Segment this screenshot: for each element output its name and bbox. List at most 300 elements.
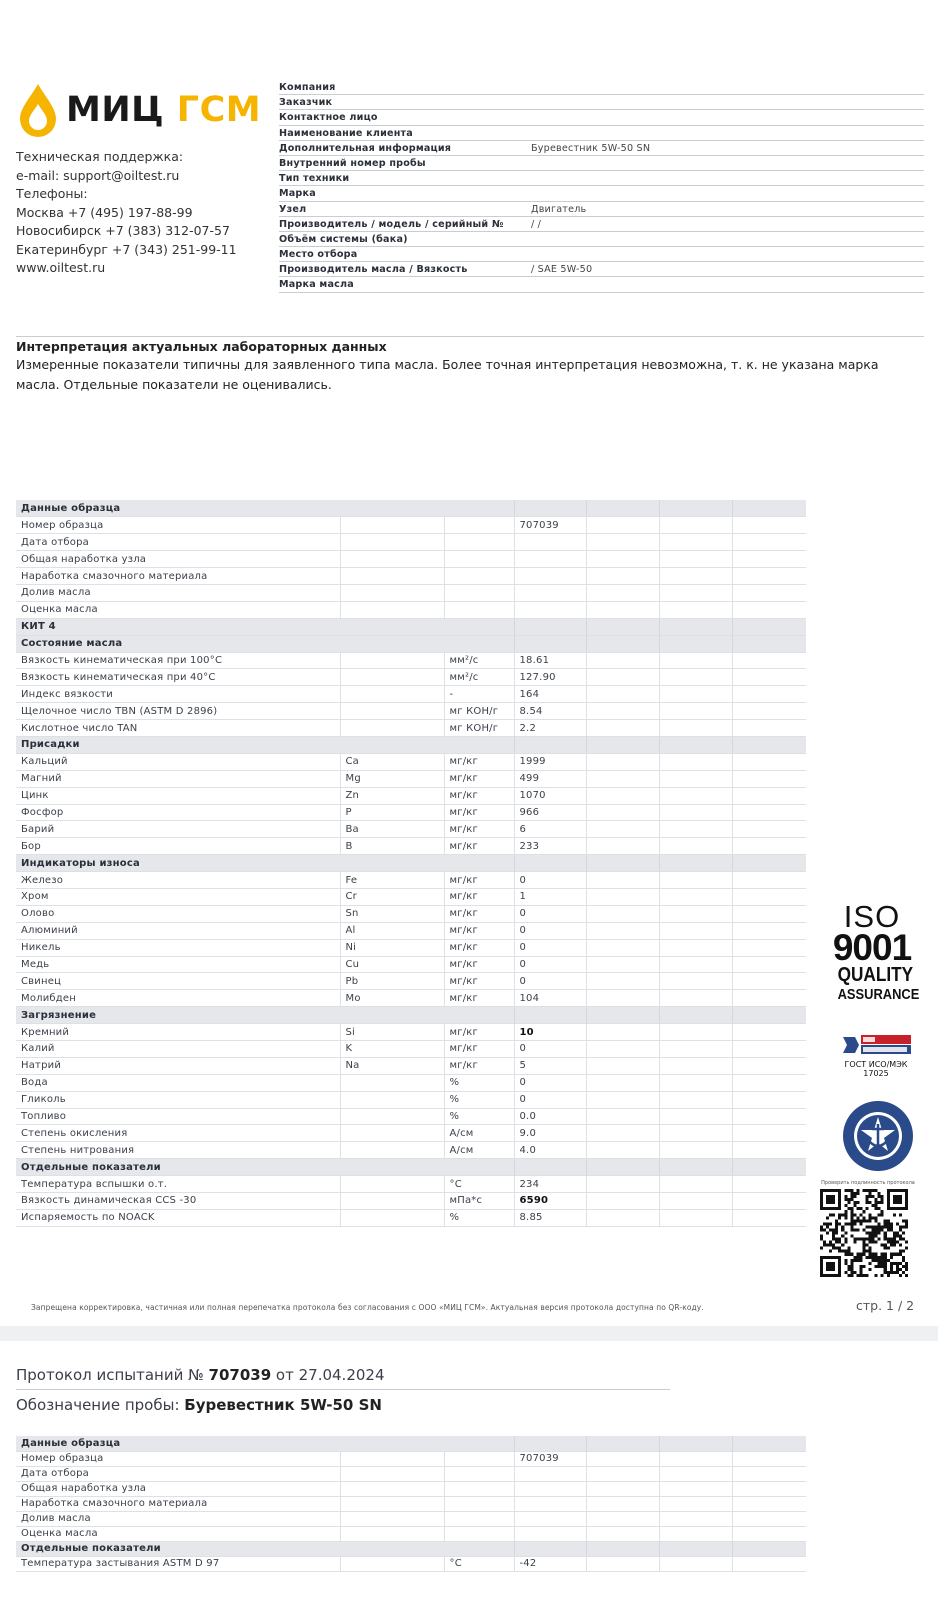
section-cell xyxy=(514,1007,586,1024)
contact-email[interactable]: e-mail: support@oiltest.ru xyxy=(16,167,180,183)
sample-prefix: Обозначение пробы: xyxy=(16,1396,180,1414)
unit: мг/кг xyxy=(444,956,514,973)
sample-info-table xyxy=(279,80,924,293)
element-symbol xyxy=(340,1091,444,1108)
table-row xyxy=(16,922,806,939)
unit xyxy=(444,1511,514,1526)
element-symbol: Ba xyxy=(340,821,444,838)
element-symbol xyxy=(340,1125,444,1142)
section-cell xyxy=(340,1159,444,1176)
section-cell xyxy=(659,736,732,753)
info-row xyxy=(279,171,924,186)
oil-drop-icon xyxy=(16,82,60,138)
measured-value: 18.61 xyxy=(514,652,586,669)
logo-text-mic: МИЦ xyxy=(66,90,165,130)
empty-cell xyxy=(586,1024,659,1041)
empty-cell xyxy=(586,821,659,838)
element-symbol: Mo xyxy=(340,990,444,1007)
empty-cell xyxy=(732,551,806,568)
section-header-row xyxy=(16,1007,806,1024)
table-row xyxy=(16,1057,806,1074)
section-cell xyxy=(659,500,732,517)
parameter-name: Вода xyxy=(16,1074,340,1091)
results-table xyxy=(16,500,806,1227)
empty-cell xyxy=(659,1057,732,1074)
empty-cell xyxy=(659,939,732,956)
element-symbol: Pb xyxy=(340,973,444,990)
section-cell xyxy=(586,500,659,517)
empty-cell xyxy=(659,652,732,669)
element-symbol xyxy=(340,1142,444,1159)
section-title: Отдельные показатели xyxy=(16,1541,340,1556)
measured-value: 0 xyxy=(514,905,586,922)
unit xyxy=(444,1466,514,1481)
unit: A/см xyxy=(444,1125,514,1142)
parameter-name: Фосфор xyxy=(16,804,340,821)
element-symbol xyxy=(340,1108,444,1125)
empty-cell xyxy=(586,1125,659,1142)
parameter-name: Вязкость кинематическая при 40°С xyxy=(16,669,340,686)
empty-cell xyxy=(659,1496,732,1511)
measured-value: 0 xyxy=(514,1041,586,1058)
parameter-name: Оценка масла xyxy=(16,1526,340,1541)
empty-cell xyxy=(732,584,806,601)
empty-cell xyxy=(732,1125,806,1142)
empty-cell xyxy=(659,1511,732,1526)
empty-cell xyxy=(659,703,732,720)
protocol-title xyxy=(16,1366,385,1384)
footer-disclaimer: Запрещена корректировка, частичная или полная перепечатка протокола без согласования с ООО «МИЦ ГСМ». Актуальная версия протокола доступна по QR-коду. xyxy=(31,1303,704,1312)
table-row xyxy=(16,1466,806,1481)
empty-cell xyxy=(586,990,659,1007)
empty-cell xyxy=(586,956,659,973)
parameter-name: Наработка смазочного материала xyxy=(16,568,340,585)
section-cell xyxy=(659,635,732,652)
section-cell xyxy=(444,1436,514,1451)
parameter-name: Щелочное число TBN (ASTM D 2896) xyxy=(16,703,340,720)
section-cell xyxy=(514,1436,586,1451)
info-label: Тип техники xyxy=(279,173,350,185)
unit: % xyxy=(444,1108,514,1125)
info-value: / SAE 5W-50 xyxy=(531,264,593,276)
empty-cell xyxy=(659,1091,732,1108)
empty-cell xyxy=(586,1108,659,1125)
sample-designation xyxy=(16,1396,382,1414)
empty-cell xyxy=(732,956,806,973)
table-row xyxy=(16,821,806,838)
info-row xyxy=(279,80,924,95)
unit: мг/кг xyxy=(444,888,514,905)
empty-cell xyxy=(659,1142,732,1159)
unit: мм²/с xyxy=(444,669,514,686)
section-cell xyxy=(340,736,444,753)
unit: мг/кг xyxy=(444,838,514,855)
empty-cell xyxy=(659,990,732,1007)
contact-phone-yekaterinburg: Екатеринбург +7 (343) 251-99-11 xyxy=(16,241,237,257)
empty-cell xyxy=(659,956,732,973)
empty-cell xyxy=(586,1526,659,1541)
table-row xyxy=(16,584,806,601)
empty-cell xyxy=(659,720,732,737)
section-cell xyxy=(340,855,444,872)
element-symbol xyxy=(340,551,444,568)
section-title: Отдельные показатели xyxy=(16,1159,340,1176)
empty-cell xyxy=(586,1511,659,1526)
element-symbol xyxy=(340,652,444,669)
empty-cell xyxy=(732,1142,806,1159)
empty-cell xyxy=(659,821,732,838)
section-cell xyxy=(732,1541,806,1556)
empty-cell xyxy=(586,905,659,922)
table-row xyxy=(16,973,806,990)
rosexpertiza-logo-icon xyxy=(839,1034,913,1056)
section-title: КИТ 4 xyxy=(16,618,340,635)
measured-value: 2.2 xyxy=(514,720,586,737)
parameter-name: Кальций xyxy=(16,753,340,770)
element-symbol xyxy=(340,1466,444,1481)
parameter-name: Оценка масла xyxy=(16,601,340,618)
section-cell xyxy=(444,855,514,872)
measured-value xyxy=(514,1526,586,1541)
empty-cell xyxy=(659,1451,732,1466)
measured-value: -42 xyxy=(514,1556,586,1571)
element-symbol: Fe xyxy=(340,872,444,889)
unit: мг/кг xyxy=(444,1057,514,1074)
section-cell xyxy=(659,1007,732,1024)
anchor-seal-icon xyxy=(842,1100,914,1172)
info-row xyxy=(279,110,924,125)
measured-value: 966 xyxy=(514,804,586,821)
measured-value xyxy=(514,601,586,618)
table-row xyxy=(16,1451,806,1466)
measured-value xyxy=(514,1481,586,1496)
info-label: Заказчик xyxy=(279,97,333,109)
table-row xyxy=(16,1209,806,1226)
element-symbol xyxy=(340,1526,444,1541)
table-row xyxy=(16,990,806,1007)
empty-cell xyxy=(732,1176,806,1193)
element-symbol xyxy=(340,584,444,601)
element-symbol: B xyxy=(340,838,444,855)
measured-value: 707039 xyxy=(514,1451,586,1466)
section-header-row xyxy=(16,500,806,517)
parameter-name: Олово xyxy=(16,905,340,922)
logo-text-gsm: ГСМ xyxy=(176,90,262,130)
table-row xyxy=(16,1091,806,1108)
qr-code-icon[interactable] xyxy=(820,1189,908,1277)
table-row xyxy=(16,568,806,585)
empty-cell xyxy=(586,973,659,990)
section-cell xyxy=(586,1159,659,1176)
measured-value xyxy=(514,1496,586,1511)
empty-cell xyxy=(659,905,732,922)
unit: мПа*с xyxy=(444,1193,514,1210)
info-label: Компания xyxy=(279,82,336,93)
empty-cell xyxy=(586,551,659,568)
section-cell xyxy=(732,500,806,517)
section-header-row xyxy=(16,1541,806,1556)
measured-value: 5 xyxy=(514,1057,586,1074)
empty-cell xyxy=(659,1209,732,1226)
unit: °С xyxy=(444,1556,514,1571)
section-title: Данные образца xyxy=(16,1436,340,1451)
element-symbol: P xyxy=(340,804,444,821)
table-row xyxy=(16,770,806,787)
section-cell xyxy=(659,855,732,872)
measured-value xyxy=(514,1511,586,1526)
contact-website-link[interactable]: www.oiltest.ru xyxy=(16,260,106,275)
parameter-name: Свинец xyxy=(16,973,340,990)
empty-cell xyxy=(732,703,806,720)
section-cell xyxy=(444,618,514,635)
section-cell xyxy=(444,635,514,652)
section-cell xyxy=(514,1541,586,1556)
empty-cell xyxy=(586,703,659,720)
table-row xyxy=(16,787,806,804)
table-row xyxy=(16,534,806,551)
table-row xyxy=(16,1125,806,1142)
empty-cell xyxy=(659,1526,732,1541)
measured-value: 0 xyxy=(514,956,586,973)
empty-cell xyxy=(732,1108,806,1125)
measured-value: 164 xyxy=(514,686,586,703)
measured-value: 233 xyxy=(514,838,586,855)
empty-cell xyxy=(732,1193,806,1210)
unit xyxy=(444,584,514,601)
section-title: Состояние масла xyxy=(16,635,340,652)
empty-cell xyxy=(586,939,659,956)
element-symbol xyxy=(340,1511,444,1526)
parameter-name: Железо xyxy=(16,872,340,889)
parameter-name: Топливо xyxy=(16,1108,340,1125)
parameter-name: Степень нитрования xyxy=(16,1142,340,1159)
info-label: Марка масла xyxy=(279,279,354,291)
measured-value: 6590 xyxy=(514,1193,586,1210)
parameter-name: Никель xyxy=(16,939,340,956)
section-cell xyxy=(340,1436,444,1451)
unit: мг/кг xyxy=(444,922,514,939)
rosexpertiza-caption: ГОСТ ИСО/МЭК 17025 xyxy=(844,1060,908,1078)
empty-cell xyxy=(732,770,806,787)
section-cell xyxy=(514,1159,586,1176)
parameter-name: Хром xyxy=(16,888,340,905)
empty-cell xyxy=(586,1481,659,1496)
element-symbol xyxy=(340,669,444,686)
parameter-name: Долив масла xyxy=(16,1511,340,1526)
table-row xyxy=(16,905,806,922)
info-label: Производитель масла / Вязкость xyxy=(279,264,468,276)
empty-cell xyxy=(586,1496,659,1511)
measured-value: 0 xyxy=(514,872,586,889)
table-row xyxy=(16,872,806,889)
parameter-name: Вязкость динамическая CCS -30 xyxy=(16,1193,340,1210)
table-row xyxy=(16,601,806,618)
table-row xyxy=(16,1481,806,1496)
element-symbol: Na xyxy=(340,1057,444,1074)
empty-cell xyxy=(732,1466,806,1481)
measured-value: 8.54 xyxy=(514,703,586,720)
info-row xyxy=(279,141,924,156)
info-row xyxy=(279,217,924,232)
unit: мг КОН/г xyxy=(444,720,514,737)
measured-value: 10 xyxy=(514,1024,586,1041)
section-cell xyxy=(732,1007,806,1024)
empty-cell xyxy=(659,770,732,787)
measured-value: 6 xyxy=(514,821,586,838)
empty-cell xyxy=(732,1074,806,1091)
empty-cell xyxy=(586,1041,659,1058)
empty-cell xyxy=(586,1176,659,1193)
measured-value xyxy=(514,1466,586,1481)
element-symbol: Mg xyxy=(340,770,444,787)
measured-value: 127.90 xyxy=(514,669,586,686)
protocol-prefix: Протокол испытаний № xyxy=(16,1366,204,1384)
info-value: / / xyxy=(531,218,542,230)
empty-cell xyxy=(586,804,659,821)
parameter-name: Испаряемость по NOACK xyxy=(16,1209,340,1226)
section-cell xyxy=(514,855,586,872)
unit xyxy=(444,1496,514,1511)
empty-cell xyxy=(659,922,732,939)
element-symbol xyxy=(340,686,444,703)
section-header-row xyxy=(16,855,806,872)
unit: мг/кг xyxy=(444,990,514,1007)
contact-phone-novosibirsk: Новосибирск +7 (383) 312-07-57 xyxy=(16,223,230,238)
parameter-name: Долив масла xyxy=(16,584,340,601)
measured-value xyxy=(514,534,586,551)
section-cell xyxy=(586,1541,659,1556)
info-row xyxy=(279,247,924,262)
parameter-name: Натрий xyxy=(16,1057,340,1074)
section-cell xyxy=(732,635,806,652)
table-row xyxy=(16,1556,806,1571)
empty-cell xyxy=(732,990,806,1007)
empty-cell xyxy=(659,838,732,855)
empty-cell xyxy=(586,888,659,905)
section-cell xyxy=(586,618,659,635)
element-symbol xyxy=(340,568,444,585)
empty-cell xyxy=(586,568,659,585)
measured-value xyxy=(514,568,586,585)
empty-cell xyxy=(659,686,732,703)
verification-qr[interactable] xyxy=(820,1180,916,1281)
empty-cell xyxy=(732,720,806,737)
measured-value: 0 xyxy=(514,922,586,939)
unit xyxy=(444,1481,514,1496)
measured-value: 104 xyxy=(514,990,586,1007)
element-symbol xyxy=(340,1451,444,1466)
parameter-name: Наработка смазочного материала xyxy=(16,1496,340,1511)
empty-cell xyxy=(659,1481,732,1496)
parameter-name: Бор xyxy=(16,838,340,855)
element-symbol: Zn xyxy=(340,787,444,804)
empty-cell xyxy=(732,1481,806,1496)
element-symbol: Sn xyxy=(340,905,444,922)
empty-cell xyxy=(586,534,659,551)
element-symbol: Cr xyxy=(340,888,444,905)
element-symbol xyxy=(340,1209,444,1226)
empty-cell xyxy=(586,872,659,889)
unit xyxy=(444,517,514,534)
section-header-row xyxy=(16,736,806,753)
unit: мг/кг xyxy=(444,770,514,787)
empty-cell xyxy=(586,584,659,601)
qr-caption: Проверить подлинность протокола xyxy=(821,1180,915,1186)
parameter-name: Калий xyxy=(16,1041,340,1058)
measured-value: 499 xyxy=(514,770,586,787)
empty-cell xyxy=(586,1466,659,1481)
parameter-name: Индекс вязкости xyxy=(16,686,340,703)
info-label: Наименование клиента xyxy=(279,127,413,139)
section-header-row xyxy=(16,1159,806,1176)
info-row xyxy=(279,232,924,247)
empty-cell xyxy=(732,838,806,855)
section-header-row xyxy=(16,1436,806,1451)
section-title: Загрязнение xyxy=(16,1007,340,1024)
parameter-name: Барий xyxy=(16,821,340,838)
table-row xyxy=(16,1193,806,1210)
parameter-name: Температура застывания ASTM D 97 xyxy=(16,1556,340,1571)
empty-cell xyxy=(586,838,659,855)
measured-value: 0.0 xyxy=(514,1108,586,1125)
empty-cell xyxy=(732,1511,806,1526)
empty-cell xyxy=(732,686,806,703)
info-label: Внутренний номер пробы xyxy=(279,157,426,169)
table-row xyxy=(16,838,806,855)
info-label: Марка xyxy=(279,188,316,200)
table-row xyxy=(16,1511,806,1526)
empty-cell xyxy=(586,720,659,737)
info-label: Контактное лицо xyxy=(279,112,378,124)
unit: мг/кг xyxy=(444,905,514,922)
unit xyxy=(444,551,514,568)
iso-quality: QUALITY xyxy=(837,964,914,986)
parameter-name: Дата отбора xyxy=(16,1466,340,1481)
empty-cell xyxy=(659,584,732,601)
table-row xyxy=(16,888,806,905)
section-cell xyxy=(659,1436,732,1451)
measured-value xyxy=(514,551,586,568)
info-row xyxy=(279,95,924,110)
element-symbol: Ca xyxy=(340,753,444,770)
section-cell xyxy=(586,855,659,872)
empty-cell xyxy=(659,1466,732,1481)
empty-cell xyxy=(586,1193,659,1210)
parameter-name: Медь xyxy=(16,956,340,973)
empty-cell xyxy=(659,888,732,905)
section-cell xyxy=(340,1541,444,1556)
parameter-name: Температура вспышки о.т. xyxy=(16,1176,340,1193)
table-row xyxy=(16,804,806,821)
empty-cell xyxy=(586,669,659,686)
section-cell xyxy=(659,1541,732,1556)
section-header-row xyxy=(16,635,806,652)
company-logo xyxy=(16,82,262,138)
empty-cell xyxy=(659,1193,732,1210)
empty-cell xyxy=(732,601,806,618)
empty-cell xyxy=(659,517,732,534)
empty-cell xyxy=(659,1556,732,1571)
empty-cell xyxy=(732,1451,806,1466)
info-label: Место отбора xyxy=(279,249,358,261)
unit: мг КОН/г xyxy=(444,703,514,720)
info-label: Производитель / модель / серийный № xyxy=(279,218,504,230)
unit: мг/кг xyxy=(444,821,514,838)
empty-cell xyxy=(732,787,806,804)
section-cell xyxy=(340,618,444,635)
measured-value: 234 xyxy=(514,1176,586,1193)
table-row xyxy=(16,703,806,720)
